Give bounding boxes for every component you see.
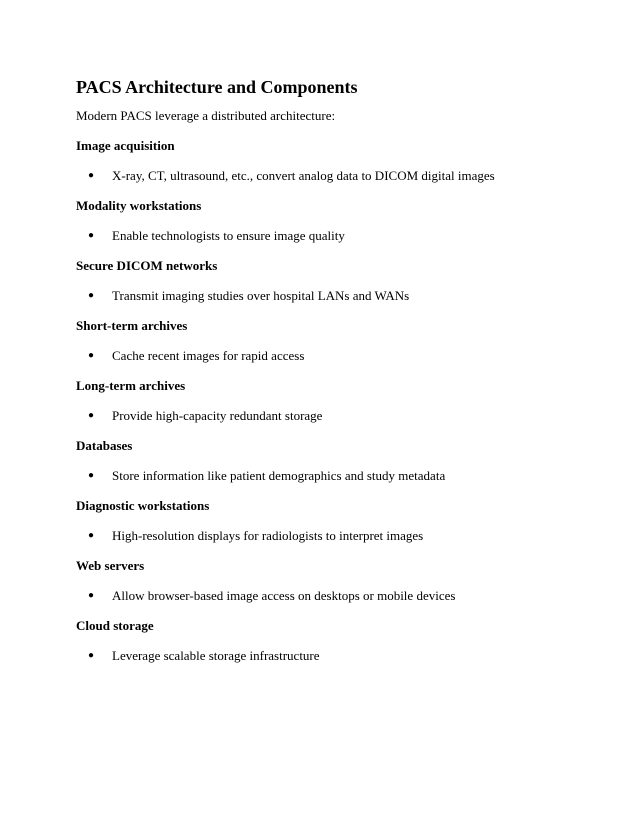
list-item [76,648,576,664]
section-heading: Cloud storage [76,618,154,633]
bullet-list [76,228,576,244]
section-heading: Long-term archives [76,378,186,393]
bullet-icon: ● [88,590,95,601]
bullet-icon: ● [88,470,95,481]
list-item [76,468,576,484]
bullet-list [76,648,576,664]
bullet-list [76,588,576,604]
section-heading: Short-term archives [76,318,188,333]
section-heading: Diagnostic workstations [76,498,210,513]
section-heading: Modality workstations [76,198,202,213]
bullet-text: X-ray, CT, ultrasound, etc., convert analog data to DICOM digital images [112,168,495,183]
section-heading: Image acquisition [76,138,175,153]
bullet-list [76,528,576,544]
bullet-text: Store information like patient demographics and study metadata [112,468,446,483]
bullet-list [76,468,576,484]
bullet-icon: ● [88,350,95,361]
bullet-text: Leverage scalable storage infrastructure [112,648,320,663]
bullet-text: Provide high-capacity redundant storage [112,408,323,423]
list-item [76,228,576,244]
list-item [76,588,576,604]
bullet-icon: ● [88,290,95,301]
bullet-list [76,408,576,424]
list-item [76,528,576,544]
bullet-text: Transmit imaging studies over hospital LANs and WANs [112,288,410,303]
document-page [76,76,576,664]
bullet-list [76,168,576,184]
bullet-icon: ● [88,530,95,541]
bullet-list [76,288,576,304]
sections-container [76,138,576,664]
list-item [76,348,576,364]
list-item [76,168,576,184]
bullet-text: Allow browser-based image access on desktops or mobile devices [112,588,456,603]
bullet-text: Enable technologists to ensure image quality [112,228,345,243]
section-heading: Secure DICOM networks [76,258,218,273]
list-item [76,288,576,304]
page-title: PACS Architecture and Components [76,77,358,97]
bullet-icon: ● [88,410,95,421]
list-item [76,408,576,424]
bullet-list [76,348,576,364]
intro-paragraph: Modern PACS leverage a distributed architecture: [76,108,336,123]
section-heading: Web servers [76,558,145,573]
bullet-text: High-resolution displays for radiologists to interpret images [112,528,424,543]
bullet-icon: ● [88,230,95,241]
bullet-text: Cache recent images for rapid access [112,348,305,363]
bullet-icon: ● [88,170,95,181]
bullet-icon: ● [88,650,95,661]
section-heading: Databases [76,438,133,453]
